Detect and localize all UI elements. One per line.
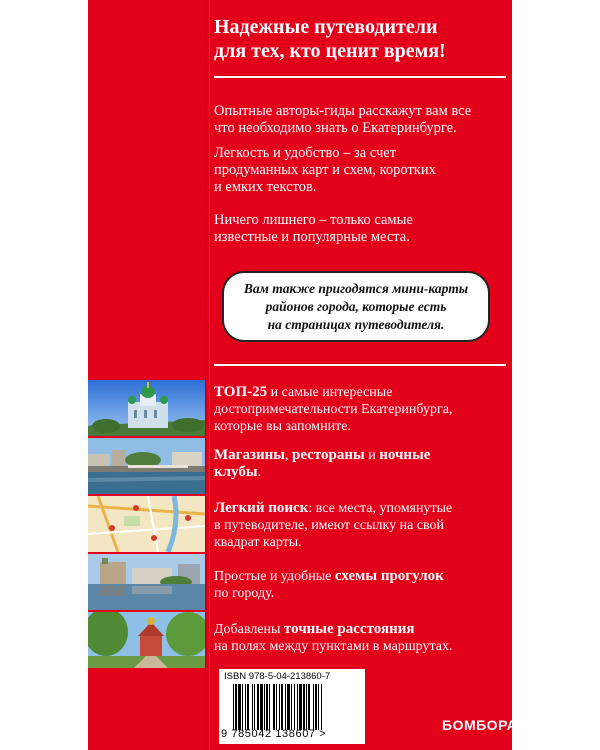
- intro-paragraph-1: [214, 103, 504, 137]
- feature-top25-line-2: достопримечательности Екатеринбурга,: [214, 402, 453, 417]
- photo-city-pond: [88, 554, 205, 610]
- feature-search-line-2: в путеводителе, имеют ссылку на свой: [214, 518, 445, 533]
- feature-distances-pre: Добавлены: [214, 622, 284, 637]
- photo-church-park: [88, 612, 205, 668]
- divider-middle: [214, 364, 506, 366]
- photo-map: [88, 496, 205, 552]
- feature-shops-sep-1: ,: [285, 448, 292, 463]
- feature-distances: [214, 621, 506, 655]
- photo-cathedral: [88, 380, 205, 436]
- intro-2-line-2: продуманных карт и схем, коротких: [214, 162, 436, 178]
- feature-search-bold: Легкий поиск: [214, 500, 309, 516]
- feature-easy-search: [214, 500, 506, 551]
- feature-shops-end: .: [257, 465, 262, 480]
- feature-top25-bold: ТОП-25: [214, 384, 268, 400]
- isbn-barcode-box: [219, 669, 365, 744]
- feature-top25-line-3: которые вы запомните.: [214, 419, 351, 434]
- feature-shops-bold-4: клубы: [214, 464, 258, 480]
- publisher-logo: БОМБОРА: [442, 717, 518, 733]
- photo-embankment: [88, 438, 205, 494]
- feature-top25: [214, 384, 506, 435]
- callout-line-1: Вам также пригодятся мини-карты: [243, 281, 469, 296]
- feature-distances-bold: точные расстояния: [283, 621, 415, 637]
- feature-shops-bold-3: ночные: [379, 447, 431, 463]
- feature-search-rest: : все места, упомянутые: [308, 501, 453, 516]
- feature-walk-schemes: [214, 568, 506, 602]
- isbn-number: ISBN 978-5-04-213860-7: [224, 671, 331, 682]
- feature-walks-pre: Простые и удобные: [214, 569, 335, 584]
- feature-search-line-3: квадрат карты.: [214, 535, 302, 550]
- callout-box: [222, 271, 490, 342]
- intro-1-line-2: что необходимо знать о Екатеринбурге.: [214, 120, 457, 136]
- headline: [214, 15, 504, 63]
- feature-walks-line-2: по городу.: [214, 586, 275, 601]
- feature-walks-bold: схемы прогулок: [334, 568, 444, 584]
- headline-line-2: для тех, кто ценит время!: [214, 40, 446, 62]
- intro-paragraph-2: [214, 145, 504, 196]
- intro-2-line-3: и емких текстов.: [214, 179, 317, 195]
- flap-fold-highlight: [209, 0, 210, 750]
- intro-3-line-1: Ничего лишнего – только самые: [214, 212, 413, 228]
- feature-shops-bold-1: Магазины: [214, 447, 285, 463]
- feature-shops-sep-2: и: [364, 448, 380, 463]
- barcode-digits: 9 785042 138607 >: [221, 728, 327, 740]
- callout-line-3: на страницах путеводителя.: [267, 317, 445, 332]
- intro-1-line-1: Опытные авторы-гиды расскажут вам все: [214, 103, 472, 119]
- headline-line-1: Надежные путеводители: [214, 16, 438, 38]
- feature-top25-rest: и самые интересные: [267, 385, 393, 400]
- callout-line-2: районов города, которые есть: [265, 299, 447, 314]
- feature-distances-line-2: на полях между пунктами в маршрутах.: [214, 639, 453, 654]
- intro-2-line-1: Легкость и удобство – за счет: [214, 145, 397, 161]
- feature-shops-bold-2: рестораны: [292, 447, 365, 463]
- flap-fold-line: [205, 0, 206, 750]
- feature-shops: [214, 447, 506, 481]
- barcode-image: [233, 684, 357, 730]
- divider-top: [214, 76, 506, 78]
- intro-paragraph-3: [214, 212, 504, 246]
- intro-3-line-2: известные и популярные места.: [214, 229, 410, 245]
